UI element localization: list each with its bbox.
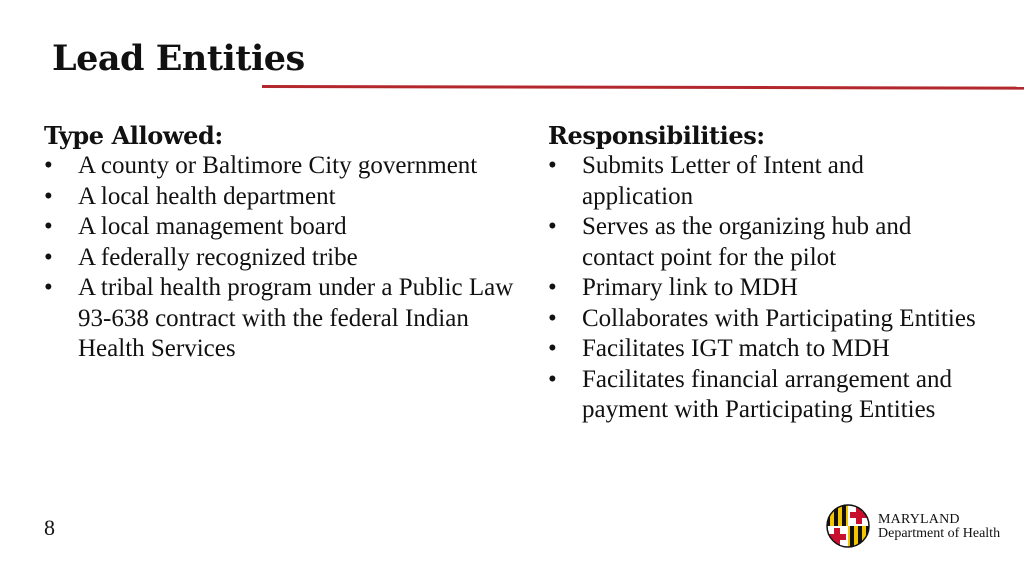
list-item-text: Collaborates with Participating Entities bbox=[582, 304, 976, 332]
list-item bbox=[44, 212, 514, 243]
list-item bbox=[44, 151, 514, 182]
list-item bbox=[44, 273, 514, 365]
list-item bbox=[548, 151, 978, 212]
list-item-text: A county or Baltimore City government bbox=[78, 152, 478, 179]
bullet-icon: • bbox=[548, 365, 557, 393]
bullet-icon: • bbox=[44, 182, 53, 210]
list-item-text: A tribal health program under a Public Law 93-638 contract with the federal Indian Health Services bbox=[78, 274, 514, 362]
list-item-text: A federally recognized tribe bbox=[78, 243, 358, 271]
list-item bbox=[548, 365, 978, 426]
list-item-text: A local management board bbox=[78, 213, 347, 240]
bullet-icon: • bbox=[548, 304, 557, 332]
slide-title: Lead Entities bbox=[52, 38, 305, 79]
list-item bbox=[548, 212, 978, 273]
bullet-icon: • bbox=[548, 335, 557, 362]
title-underline-rule bbox=[262, 85, 1024, 90]
list-item bbox=[548, 334, 978, 365]
bullet-icon: • bbox=[44, 213, 53, 240]
list-item-text: Facilitates IGT match to MDH bbox=[582, 335, 890, 362]
list-item bbox=[44, 182, 514, 213]
responsibilities-heading: Responsibilities: bbox=[548, 121, 765, 150]
bullet-icon: • bbox=[548, 152, 557, 179]
list-item-text: A local health department bbox=[78, 182, 336, 210]
list-item-text: Submits Letter of Intent and application bbox=[582, 152, 864, 210]
list-item bbox=[548, 304, 978, 335]
mdh-logo bbox=[826, 504, 1016, 548]
bullet-icon: • bbox=[44, 243, 53, 271]
type-allowed-list bbox=[44, 151, 514, 365]
list-item-text: Facilitates financial arrangement and payment with Participating Entities bbox=[582, 365, 952, 423]
list-item bbox=[44, 243, 514, 274]
list-item bbox=[548, 273, 978, 304]
bullet-icon: • bbox=[548, 213, 557, 240]
logo-state-name: MARYLAND bbox=[878, 512, 960, 527]
bullet-icon: • bbox=[548, 274, 557, 301]
slide-number: 8 bbox=[44, 515, 55, 540]
maryland-flag-seal-icon bbox=[826, 504, 870, 548]
list-item-text: Primary link to MDH bbox=[582, 274, 798, 301]
logo-department-name: Department of Health bbox=[878, 526, 1001, 541]
responsibilities-section bbox=[548, 121, 978, 426]
responsibilities-list bbox=[548, 151, 978, 426]
bullet-icon: • bbox=[44, 152, 53, 179]
type-allowed-heading: Type Allowed: bbox=[44, 121, 223, 150]
type-allowed-section bbox=[44, 121, 514, 365]
list-item-text: Serves as the organizing hub and contact point for the pilot bbox=[582, 213, 912, 271]
bullet-icon: • bbox=[44, 274, 53, 301]
